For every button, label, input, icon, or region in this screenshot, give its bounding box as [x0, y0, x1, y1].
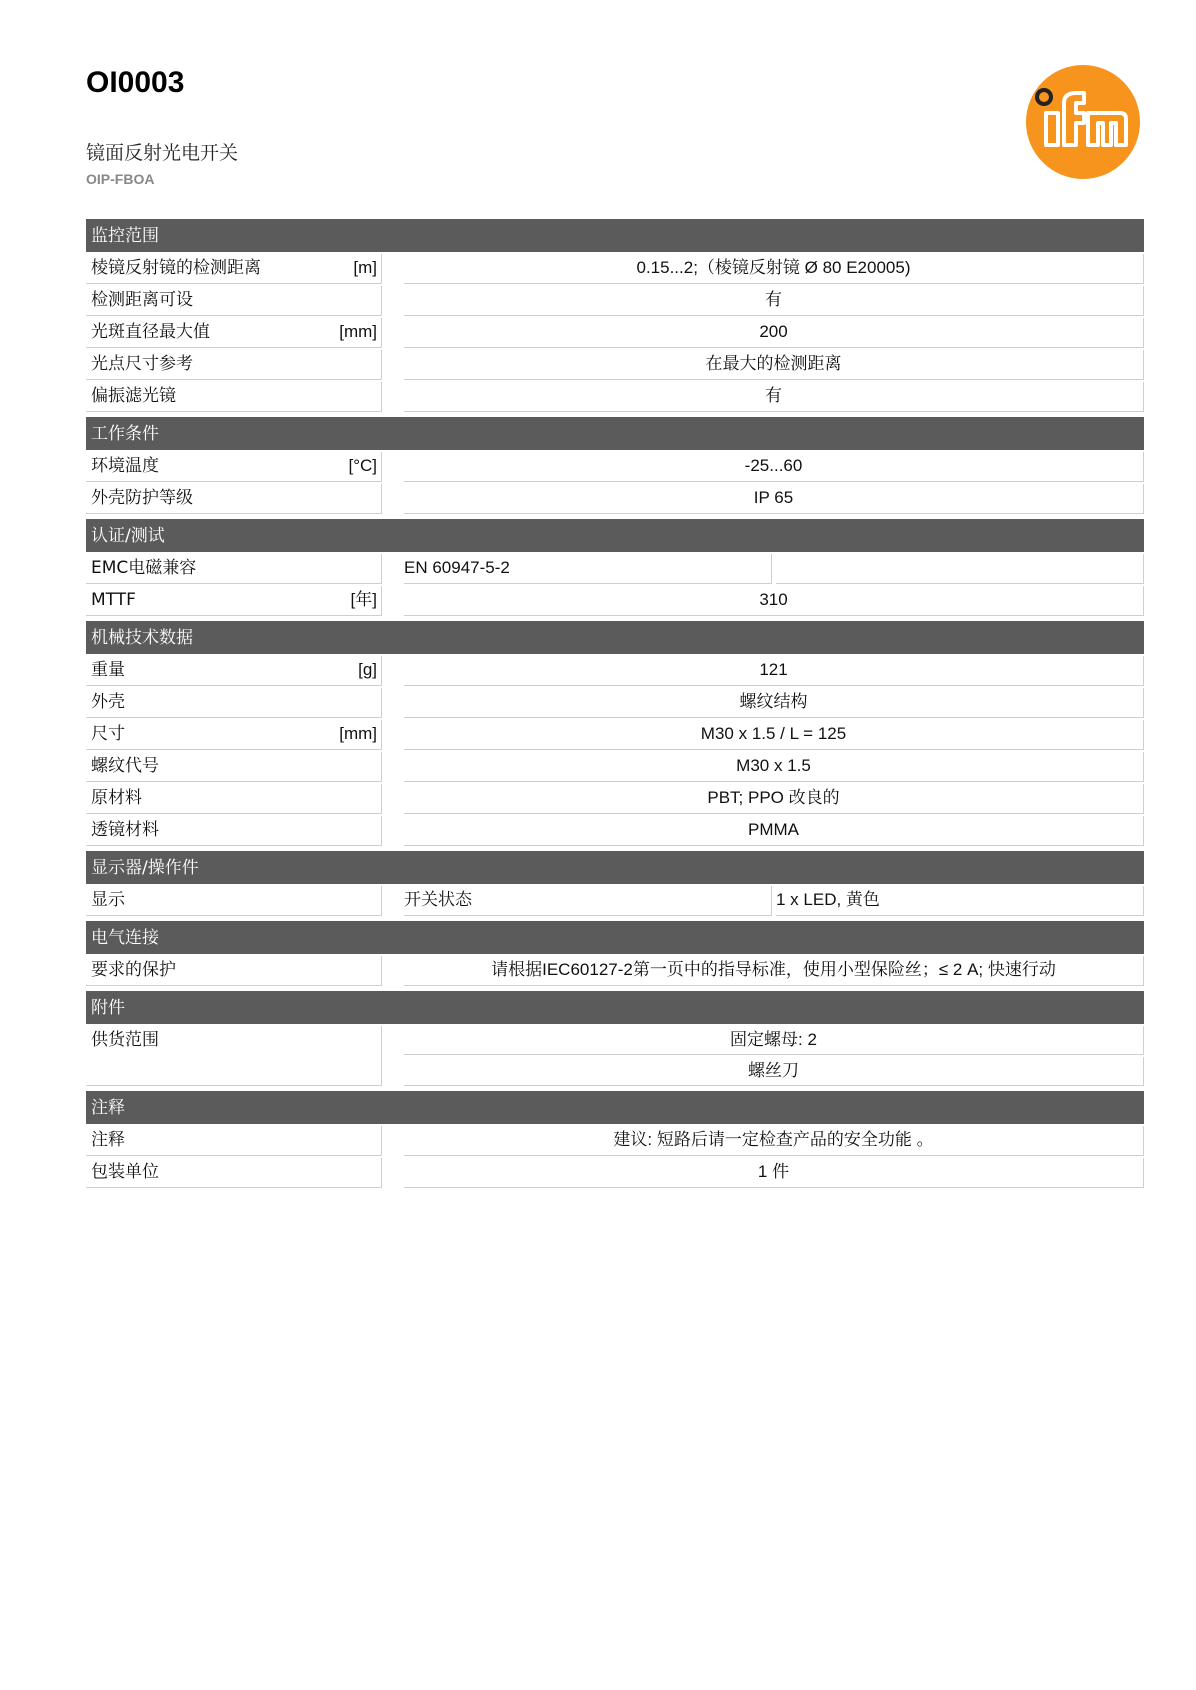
spec-label-text: 包装单位 [91, 1162, 159, 1182]
spec-label-text: 环境温度 [91, 456, 159, 476]
spec-row [86, 1158, 1144, 1188]
spec-label [86, 784, 382, 814]
spec-label-text: 偏振滤光镜 [91, 386, 176, 406]
spec-row [86, 752, 1144, 782]
spec-label-text: MTTF [91, 590, 136, 610]
spec-value: 121 [404, 656, 1144, 686]
spec-row [86, 1026, 1144, 1086]
spec-value: EN 60947-5-2 [404, 554, 772, 584]
spec-value: 1 x LED, 黄色 [776, 886, 1144, 916]
section-header: 认证/测试 [86, 519, 1144, 552]
spec-row [86, 452, 1144, 482]
product-type-code: OIP-FBOA [86, 171, 155, 187]
spec-label [86, 586, 382, 616]
spec-value: 有 [404, 382, 1144, 412]
spec-value: -25...60 [404, 452, 1144, 482]
spec-row [86, 554, 1144, 584]
spec-section [86, 621, 1144, 846]
spec-label [86, 956, 382, 986]
spec-row [86, 886, 1144, 916]
spec-value: 310 [404, 586, 1144, 616]
spec-section [86, 921, 1144, 986]
spec-value: PBT; PPO 改良的 [404, 784, 1144, 814]
spec-label-text: 透镜材料 [91, 820, 159, 840]
spec-unit: [mm] [339, 322, 377, 341]
spec-row [86, 318, 1144, 348]
spec-unit: [g] [358, 660, 377, 679]
spec-label-text: 要求的保护 [91, 960, 176, 980]
spec-label-text: 供货范围 [91, 1030, 159, 1050]
spec-section [86, 851, 1144, 916]
section-header: 显示器/操作件 [86, 851, 1144, 884]
spec-section [86, 1091, 1144, 1188]
spec-label-text: 重量 [91, 660, 125, 680]
spec-label [86, 816, 382, 846]
spec-row [86, 254, 1144, 284]
product-description: 镜面反射光电开关 [86, 142, 239, 164]
spec-section [86, 519, 1144, 616]
spec-label-text: 注释 [91, 1130, 125, 1150]
spec-row [86, 286, 1144, 316]
spec-value: IP 65 [404, 484, 1144, 514]
spec-label-text: 尺寸 [91, 724, 125, 744]
spec-row [86, 382, 1144, 412]
spec-label-text: EMC电磁兼容 [91, 558, 197, 578]
spec-value: 在最大的检测距离 [404, 350, 1144, 380]
section-header: 监控范围 [86, 219, 1144, 252]
spec-label-text: 原材料 [91, 788, 142, 808]
spec-label-text: 外壳 [91, 692, 125, 712]
section-header: 电气连接 [86, 921, 1144, 954]
spec-unit: [年] [350, 590, 377, 609]
spec-value: 固定螺母: 2 [404, 1026, 1144, 1055]
spec-row [86, 816, 1144, 846]
spec-label-text: 光斑直径最大值 [91, 322, 210, 342]
spec-value: 200 [404, 318, 1144, 348]
spec-value: 有 [404, 286, 1144, 316]
spec-row [86, 350, 1144, 380]
spec-value: 建议: 短路后请一定检查产品的安全功能 。 [404, 1126, 1144, 1156]
spec-label [86, 286, 382, 316]
section-header: 工作条件 [86, 417, 1144, 450]
spec-label [86, 318, 382, 348]
spec-label [86, 254, 382, 284]
spec-label [86, 554, 382, 584]
spec-label [86, 382, 382, 412]
spec-label [86, 452, 382, 482]
spec-label-text: 显示 [91, 890, 125, 910]
spec-row [86, 656, 1144, 686]
spec-unit: [°C] [348, 456, 377, 475]
spec-value: 0.15...2;（棱镜反射镜 Ø 80 E20005) [404, 254, 1144, 284]
spec-unit: [mm] [339, 724, 377, 743]
spec-section [86, 219, 1144, 412]
spec-label [86, 688, 382, 718]
spec-label-text: 外壳防护等级 [91, 488, 193, 508]
section-header: 注释 [86, 1091, 1144, 1124]
spec-section [86, 417, 1144, 514]
spec-row [86, 720, 1144, 750]
spec-value: 螺纹结构 [404, 688, 1144, 718]
spec-row [86, 1126, 1144, 1156]
spec-label [86, 1158, 382, 1188]
spec-value: 请根据IEC60127-2第一页中的指导标准，使用小型保险丝；≤ 2 A; 快速行动 [404, 956, 1144, 986]
spec-label [86, 484, 382, 514]
spec-value: M30 x 1.5 / L = 125 [404, 720, 1144, 750]
spec-row [86, 586, 1144, 616]
spec-label [86, 1126, 382, 1156]
spec-label [86, 1026, 382, 1086]
section-header: 附件 [86, 991, 1144, 1024]
spec-label [86, 886, 382, 916]
spec-row [86, 784, 1144, 814]
spec-value: 螺丝刀 [404, 1057, 1144, 1086]
spec-row [86, 688, 1144, 718]
spec-label [86, 656, 382, 686]
spec-label [86, 720, 382, 750]
spec-label-text: 检测距离可设 [91, 290, 193, 310]
spec-value: 1 件 [404, 1158, 1144, 1188]
spec-unit: [m] [353, 258, 377, 277]
spec-label [86, 350, 382, 380]
spec-section [86, 991, 1144, 1086]
spec-row [86, 484, 1144, 514]
spec-row [86, 956, 1144, 986]
section-header: 机械技术数据 [86, 621, 1144, 654]
specification-table [86, 219, 1144, 1188]
spec-label-text: 棱镜反射镜的检测距离 [91, 258, 261, 278]
spec-label-text: 螺纹代号 [91, 756, 159, 776]
product-code-title: OI0003 [86, 66, 185, 99]
spec-value: M30 x 1.5 [404, 752, 1144, 782]
ifm-logo [1024, 63, 1142, 181]
spec-label [86, 752, 382, 782]
spec-value: 开关状态 [404, 886, 772, 916]
spec-label-text: 光点尺寸参考 [91, 354, 193, 374]
spec-value [776, 554, 1144, 584]
spec-value: PMMA [404, 816, 1144, 846]
